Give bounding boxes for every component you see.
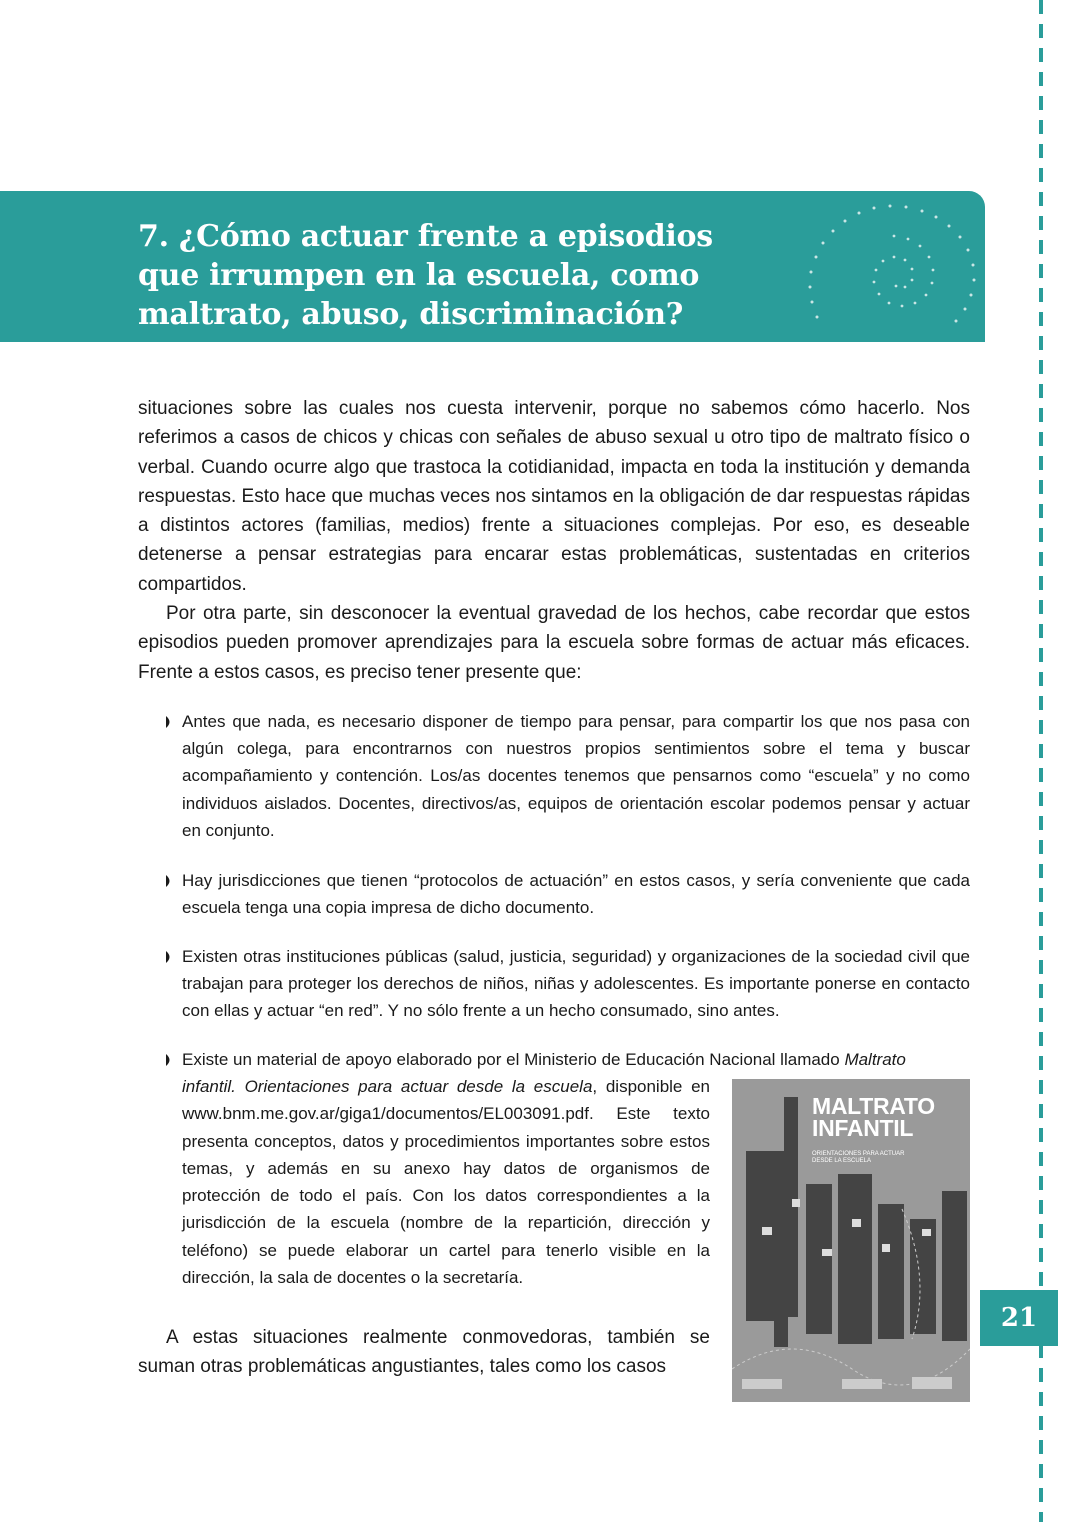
list-item-text: Existen otras instituciones públicas (salud, justicia, seguridad) y organizaciones de la sociedad civil que trabajan para proteger los derechos de niños, niñas y adolescentes. Es importante ponerse en contacto con ellas y actuar “en red”. Y no sólo frente a un hecho consumado, sino antes.: [182, 947, 970, 1021]
paragraph-closing: A estas situaciones realmente conmovedoras, también se suman otras problemáticas angustiantes, tales como los casos: [138, 1327, 710, 1378]
list-item-text: Existe un material de apoyo elaborado por el Ministerio de Educación Nacional llamado Maltrato: [182, 1050, 906, 1069]
list-item: [166, 1046, 970, 1073]
list-item: [166, 867, 970, 921]
list-item-text: Antes que nada, es necesario disponer de tiempo para pensar, para compartir los que nos pasa con algún colega, para encontrarnos con nuestros propios sentimientos sobre el tema y buscar acompañamiento y contención. Los/as docentes tenemos que pensarnos como “escuela” y no como individuos aislados. Docentes, directivos/as, equipos de orientación escolar podemos pensar y actuar en conjunto.: [182, 712, 970, 840]
list-item-text: Hay jurisdicciones que tienen “protocolos de actuación” en estos casos, y sería conveniente que cada escuela tenga una copia impresa de dicho documento.: [182, 871, 970, 918]
section-header-band: [0, 191, 985, 342]
bullet-icon: [166, 716, 173, 728]
list-item-continuation: infantil. Orientaciones para actuar desde la escuela, disponible en www.bnm.me.gov.ar/giga1/documentos/EL003091.pdf. Este texto presenta conceptos, datos y procedimientos importantes sobre estos temas, y además en su anexo hay datos de organismos de protección de todo el país. Con los datos correspondientes a la jurisdicción de la escuela (nombre de la repartición, dirección y teléfono) se puede elaborar un cartel para tenerlo visible en la dirección, la sala de docentes o la secretaría.: [182, 1077, 711, 1288]
bullet-icon: [166, 1054, 173, 1066]
cover-subtitle: ORIENTACIONES PARA ACTUAR DESDE LA ESCUELA: [812, 1151, 905, 1164]
list-item: [166, 708, 970, 844]
bullet-icon: [166, 951, 173, 963]
page-number: 21: [980, 1290, 1058, 1346]
paragraph-context: Por otra parte, sin desconocer la eventual gravedad de los hechos, cabe recordar que estos episodios pueden promover aprendizajes para la escuela sobre formas de actuar más eficaces. Frente a estos casos, es preciso tener presente que:: [138, 603, 970, 683]
cover-title: MALTRATO INFANTIL: [812, 1093, 935, 1141]
list-item: [166, 943, 970, 1025]
section-title: 7. ¿Cómo actuar frente a episodios que irrumpen en la escuela, como maltrato, abuso, discriminación?: [138, 219, 713, 332]
paragraph-intro: situaciones sobre las cuales nos cuesta intervenir, porque no sabemos cómo hacerlo. Nos referimos a casos de chicos y chicas con señales de abuso sexual u otro tipo de maltrato físico o verbal. Cuando ocurre algo que trastoca la cotidianidad, impacta en toda la institución y demanda respuestas. Esto hace que muchas veces nos sintamos en la obligación de dar respuestas rápidas a distintos actores (familias, medios) frente a situaciones complejas. Por eso, es deseable detenerse a pensar estrategias para encarar estas problemáticas, sustentadas en criterios compartidos.: [138, 398, 970, 595]
bullet-icon: [166, 875, 173, 887]
book-cover-image: [732, 1079, 970, 1402]
decorative-spiral-icon: [790, 191, 985, 342]
